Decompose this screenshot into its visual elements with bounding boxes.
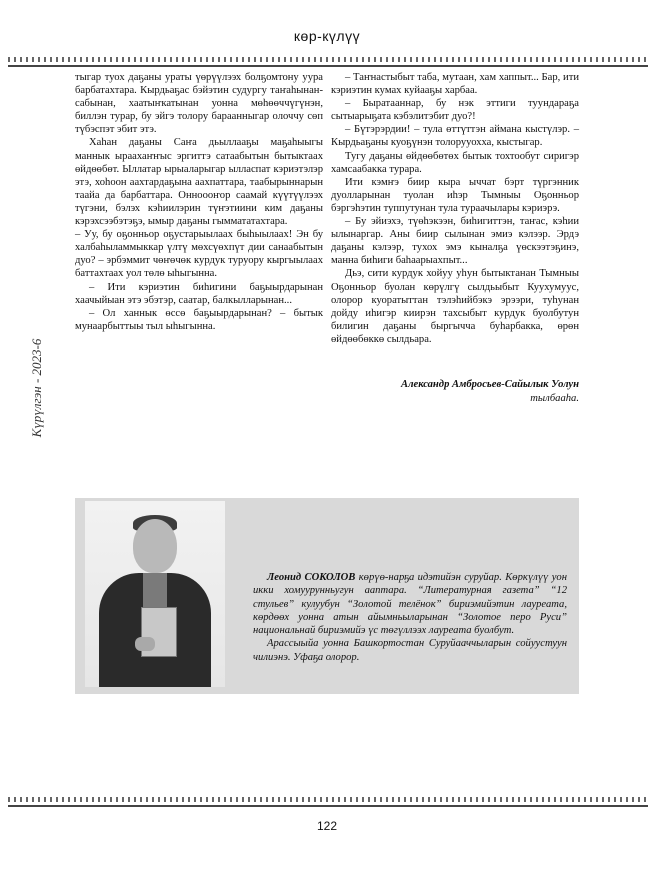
left-column xyxy=(75,71,323,333)
photo-hand xyxy=(135,637,155,651)
running-head: көр-күлүү xyxy=(293,28,361,44)
bio-paragraph: Арассыыйа уонна Башкортостан Суруйааччыларын сойуустуун чилиэнэ. Уфаҕа олорор. xyxy=(253,638,567,663)
bio-paragraph xyxy=(253,571,567,637)
paragraph: Ити кэмҥэ биир кыра ыччат бэрт түргэнник дуолларынан туолан иһэр Тымныы Оҕонньор бэргэһэтин туппутунан тула тураачылары кэриэрэ. xyxy=(331,176,579,214)
paragraph: тыгар туох даҕаны ураты үөрүүлээх болҕомтону уура барбатахтара. Кырдьаҕас бэйэтин судургу таҥаһынан-сабынан, хаатыҥкатынан уонна мөһөөччүгүнэн, биллэн турар, бу эйгэ толору бараанныгар олоччу сөп түбэспэт эбит этэ. xyxy=(75,72,323,136)
page-number: 122 xyxy=(316,819,338,833)
author-bio-text xyxy=(253,571,567,664)
right-column xyxy=(331,71,579,346)
paragraph: Дьэ, сити курдук хойуу уһун бытыктанан Тымныы Оҕонньор буолан көрүлгү сылдьыбыт Куухумуус, олорор куоратыттан тэлэһийбэкэ эрээри, туһунан дойду иһигэр киирэн тахсыбыт курдук буолбутун билигин даҕаны быргычча буһарбакка, өрөн өйдөөбөккө сылдьара. xyxy=(331,268,579,345)
bio-author-name: Леонид СОКОЛОВ xyxy=(267,572,356,583)
author-photo xyxy=(85,501,225,687)
bio-description: көрүө-нарҕа идэтийэн суруйар. Көркүлүү уон икки хомуурунньугун ааптара. “Литературная газета” “12 стульев” кулуубун “Золотой телёнок” бириэмийэтин лауреата, көрдөөх уонна атын айымньыларынан “Золотое перо Руси” национальнай бириэмийэ үс төгүллээх лауреата буолбут. xyxy=(253,572,567,637)
paragraph: – Таҥнастыбыт таба, мутаан, хам хаппыт... Бар, ити кэриэтин кумах куйааҕы харбаа. xyxy=(331,72,579,97)
paragraph: Хаһан даҕаны Саҥа дьыллааҕы маҕаһыыгы маннык ыраахаҥҥыс эргиттэ сатаабытын бытыктаах өйдөөбөт. Ыллатар ырыаларыгар ылласпат кэриэтэлэр этэ, хоһоон аахтардаҕына аахпаттара, таабырыннарын таайа да барбаттара. Онноооҥор саамай күүтүүлээх түгэни, бэлэх кэһиилэрин түҥэтиини ким даҕаны кэрэхсээбэтэҕэ, ымыр даҕаны гыммататахтара. xyxy=(75,137,323,228)
paragraph: Тугу даҕаны өйдөөбөтөх бытык тохтообут сиригэр хамсаабакка турара. xyxy=(331,150,579,175)
bottom-ornament-border xyxy=(8,797,648,809)
top-ornament-border xyxy=(8,57,648,69)
photo-head xyxy=(133,519,177,573)
translator-role: тылбааһа. xyxy=(530,393,579,404)
paragraph: – Бу эйиэхэ, түөһэкээн, биһигиттэн, таҥас, кэһии ылынаргар. Аны биир сылынан эмиэ кэлээр. Эрдэ даҕаны кэлээр, тухох эмэ кыналҕа үөскээтэҕинэ, манна биһиги баһаарыахпыт... xyxy=(331,216,579,267)
translator-signature xyxy=(331,378,579,406)
translator-name: Александр Амбросьев-Сайылык Уолун xyxy=(401,379,579,390)
side-journal-label: Күрүлгэн - 2023-6 xyxy=(29,338,44,438)
paragraph: – Уу, бу оҕонньор оҕустарыылаах быһыылаах! Эн бу халбаһыламмыккар үлтү мөхсүөхпүт дии санаабытын дуо? – эрбэммит чөҥөчөк курдук туруору кыргыылаах баттахтаах уол төлө ыһыгынна. xyxy=(75,229,323,280)
paragraph: – Бүтэрэрдии! – тула өттүттэн аймана кыстүлэр. – Кырдьаҕаны куоҕүнэн толорууохха, кыстыгар. xyxy=(331,124,579,149)
paragraph: – Ол ханнык өссө баҕыырдарынан? – бытык мунаарбыттыы тыл ыһыгынна. xyxy=(75,307,323,332)
paragraph: – Ити кэриэтин биһигини баҕыырдарынан хаачыйыан этэ эбэтэр, саатар, балкылларынан... xyxy=(75,281,323,306)
paragraph: – Быратааннар, бу нэк эттиги туундараҕа сытыарыҕата кэбэлитэбит дуо?! xyxy=(331,98,579,123)
